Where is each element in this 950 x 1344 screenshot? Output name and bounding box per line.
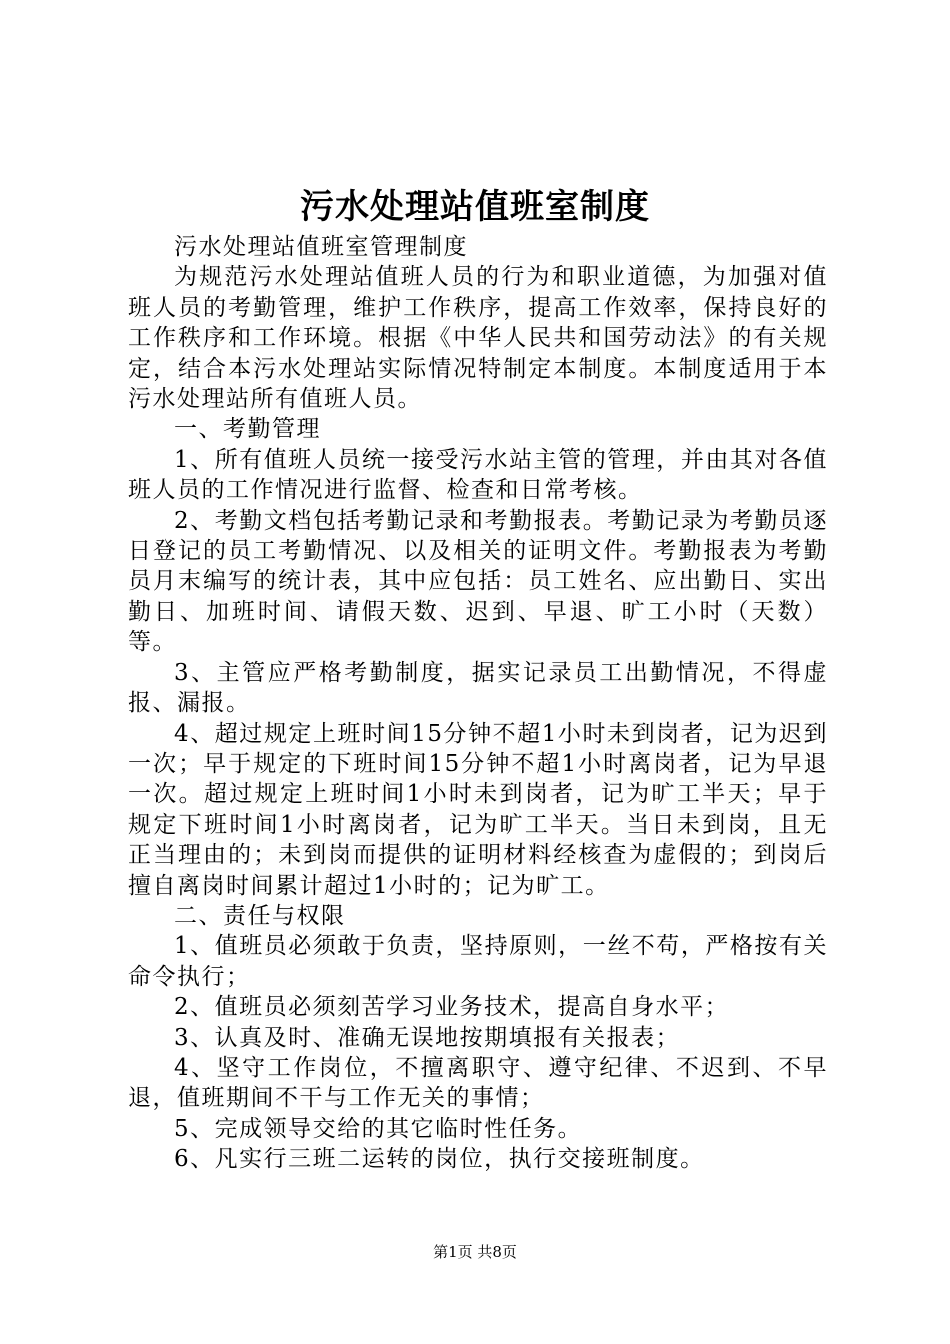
- responsibility-item-4: 4、坚守工作岗位，不擅离职守、遵守纪律、不迟到、不早退，值班期间不干与工作无关的事情；: [128, 1054, 828, 1112]
- attendance-item-1: 1、所有值班人员统一接受污水站主管的管理，并由其对各值班人员的工作情况进行监督、检查和日常考核。: [128, 446, 828, 504]
- intro-paragraph: 为规范污水处理站值班人员的行为和职业道德，为加强对值班人员的考勤管理，维护工作秩序，提高工作效率，保持良好的工作秩序和工作环境。根据《中华人民共和国劳动法》的有关规定，结合本污水处理站实际情况特制定本制度。本制度适用于本污水处理站所有值班人员。: [128, 264, 828, 413]
- section-heading-responsibility: 二、责任与权限: [174, 902, 346, 929]
- attendance-item-2: 2、考勤文档包括考勤记录和考勤报表。考勤记录为考勤员逐日登记的员工考勤情况、以及相关的证明文件。考勤报表为考勤员月末编写的统计表，其中应包括：员工姓名、应出勤日、实出勤日、加班时间、请假天数、迟到、早退、旷工小时（天数）等。: [128, 507, 828, 656]
- responsibility-item-5: 5、完成领导交给的其它临时性任务。: [174, 1115, 583, 1142]
- responsibility-item-1: 1、值班员必须敢于负责，坚持原则，一丝不苟，严格按有关命令执行；: [128, 933, 828, 990]
- responsibility-item-6: 6、凡实行三班二运转的岗位，执行交接班制度。: [174, 1146, 705, 1173]
- attendance-item-4: 4、超过规定上班时间15分钟不超1小时未到岗者，记为迟到一次；早于规定的下班时间15分钟不超1小时离岗者，记为早退一次。超过规定上班时间1小时未到岗者，记为旷工半天；早于规定下班时间1小时离岗者，记为旷工半天。当日未到岗，且无正当理由的；未到岗而提供的证明材料经核查为虚假的；到岗后擅自离岗时间累计超过1小时的；记为旷工。: [128, 720, 828, 899]
- responsibility-item-3: 3、认真及时、准确无误地按期填报有关报表；: [174, 1024, 681, 1051]
- responsibility-item-2: 2、值班员必须刻苦学习业务技术，提高自身水平；: [174, 994, 730, 1021]
- page-footer: 第1页 共8页: [433, 1243, 517, 1261]
- document-body: [128, 232, 828, 1175]
- doc-subtitle: 污水处理站值班室管理制度: [174, 234, 468, 260]
- attendance-item-3: 3、主管应严格考勤制度，据实记录员工出勤情况，不得虚报、漏报。: [128, 659, 828, 717]
- section-heading-attendance: 一、考勤管理: [174, 416, 321, 443]
- page-title: 污水处理站值班室制度: [300, 187, 650, 227]
